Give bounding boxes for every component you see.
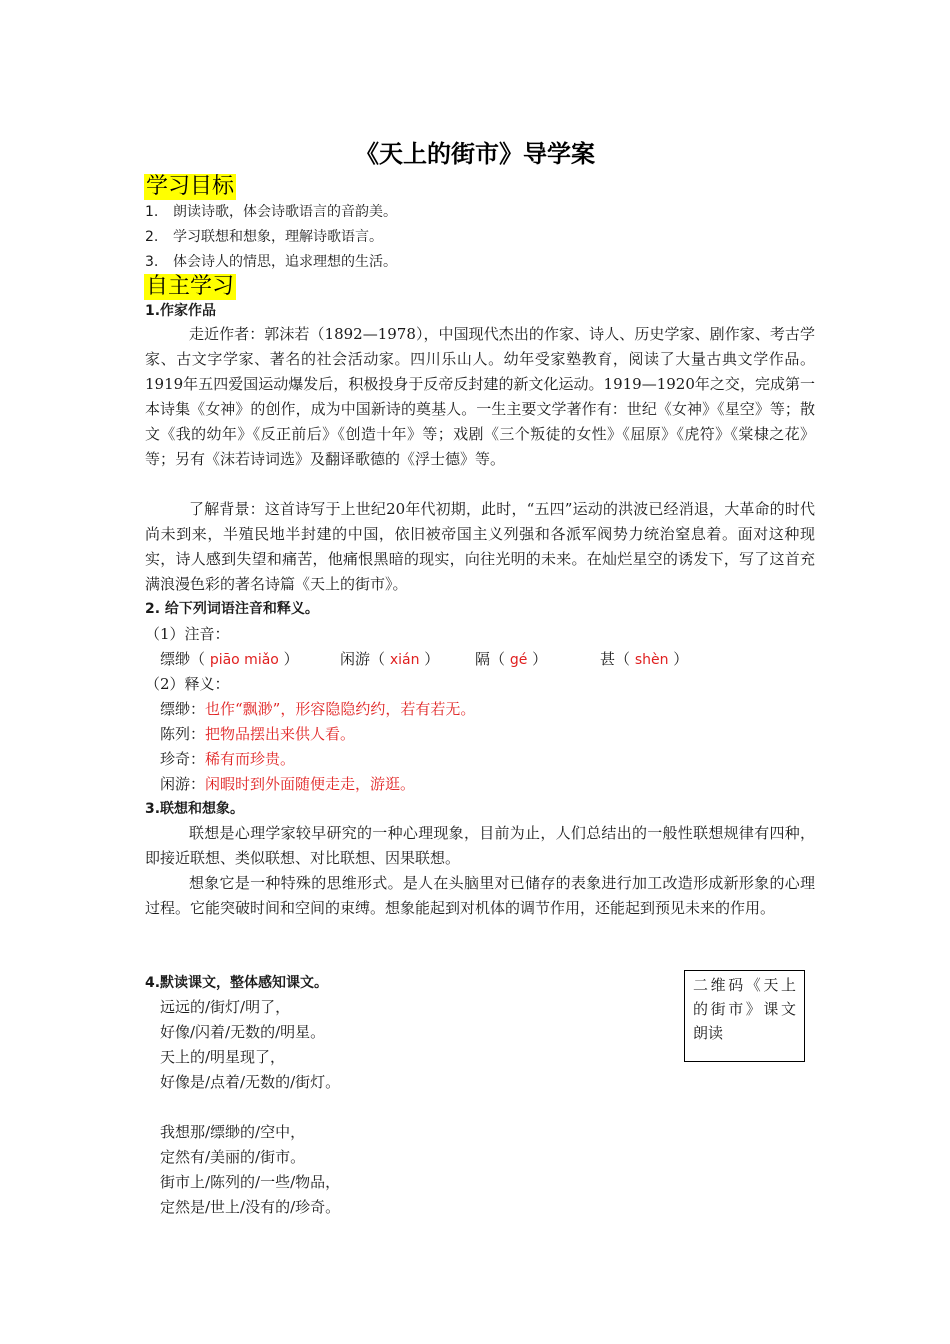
pinyin-item	[160, 649, 299, 670]
paren-close: ）	[673, 650, 689, 668]
poem-line: 好像/闪着/无数的/明星。	[160, 1023, 326, 1041]
goal-text: 朗读诗歌，体会诗歌语言的音韵美。	[173, 204, 397, 220]
paren-close: ）	[532, 650, 548, 668]
poem-line: 天上的/明星现了，	[160, 1048, 286, 1066]
pinyin-word: 缥缈	[160, 650, 191, 668]
meaning-word: 珍奇：	[160, 750, 206, 768]
association-paragraph: 联想是心理学家较早研究的一种心理现象，目前为止，人们总结出的一般性联想规律有四种，即接近联想、类似联想、对比联想、因果联想。	[145, 824, 815, 867]
meaning-word: 缥缈：	[160, 700, 206, 718]
pinyin-item	[600, 649, 688, 670]
meaning-answer: 把物品摆出来供人看。	[205, 725, 356, 743]
goals-heading	[144, 174, 236, 200]
goal-text: 体会诗人的情思，追求理想的生活。	[173, 254, 397, 270]
paren-open: （	[490, 650, 506, 668]
goal-item	[145, 227, 383, 247]
section-4-heading: 4.默读课文，整体感知课文。	[145, 975, 329, 991]
poem-line: 远远的/街灯/明了，	[160, 998, 291, 1016]
pinyin-item	[475, 649, 547, 670]
pinyin-answer: shèn	[634, 652, 669, 668]
self-study-heading	[144, 274, 236, 300]
meaning-label: （2）释义：	[145, 675, 230, 693]
poem-line: 街市上/陈列的/一些/物品，	[160, 1173, 341, 1191]
meaning-word: 闲游：	[160, 775, 206, 793]
meaning-answer: 稀有而珍贵。	[205, 750, 296, 768]
qr-code-note: 二维码《天上的街市》课文朗读	[684, 970, 805, 1062]
poem-line: 好像是/点着/无数的/街灯。	[160, 1073, 341, 1091]
paren-close: ）	[283, 650, 299, 668]
pinyin-answer: xián	[389, 652, 420, 668]
goal-num: 3.	[145, 254, 159, 270]
meaning-item	[160, 749, 295, 769]
pinyin-word: 闲游	[340, 650, 371, 668]
page-title: 《天上的街市》导学案	[355, 140, 595, 168]
poem-line: 我想那/缥缈的/空中，	[160, 1123, 306, 1141]
pinyin-item	[340, 649, 439, 670]
author-paragraph: 走近作者：郭沫若（1892—1978），中国现代杰出的作家、诗人、历史学家、剧作家、考古学家、古文字学家、著名的社会活动家。四川乐山人。幼年受家塾教育，阅读了大量古典文学作品。1919年五四爱国运动爆发后，积极投身于反帝反封建的新文化运动。1919—1920年之交，完成第一本诗集《女神》的创作，成为中国新诗的奠基人。一生主要文学著作有：世纪《女神》《星空》等；散文《我的幼年》《反正前后》《创造十年》等；戏剧《三个叛徒的女性》《屈原》《虎符》《棠棣之花》等；另有《沫若诗词选》及翻译歌德的《浮士德》等。	[145, 325, 815, 468]
paren-close: ）	[424, 650, 440, 668]
meaning-word: 陈列：	[160, 725, 206, 743]
goal-num: 1.	[145, 204, 159, 220]
goal-num: 2.	[145, 229, 159, 245]
poem-line: 定然有/美丽的/街市。	[160, 1148, 306, 1166]
goal-text: 学习联想和想象，理解诗歌语言。	[173, 229, 383, 245]
paren-open: （	[615, 650, 631, 668]
meaning-answer: 闲暇时到外面随便走走，游逛。	[205, 775, 416, 793]
section-1-heading: 1.作家作品	[145, 303, 217, 319]
meaning-answer: 也作“飘渺”，形容隐隐约约，若有若无。	[205, 700, 476, 718]
imagination-paragraph: 想象它是一种特殊的思维形式。是人在头脑里对已储存的表象进行加工改造形成新形象的心理过程。它能突破时间和空间的束缚。想象能起到对机体的调节作用，还能起到预见未来的作用。	[145, 874, 815, 917]
pinyin-answer: gé	[509, 652, 528, 668]
paren-open: （	[190, 650, 206, 668]
pinyin-word: 甚	[600, 650, 616, 668]
meaning-item	[160, 724, 355, 744]
pinyin-label: （1）注音：	[145, 625, 230, 643]
self-study-heading-text: 自主学习	[146, 274, 235, 299]
meaning-item	[160, 699, 475, 719]
goal-item	[145, 202, 397, 222]
pinyin-word: 隔	[475, 650, 491, 668]
goals-heading-text: 学习目标	[146, 174, 235, 199]
paren-open: （	[370, 650, 386, 668]
poem-line: 定然是/世上/没有的/珍奇。	[160, 1198, 341, 1216]
section-3-heading: 3.联想和想象。	[145, 801, 245, 817]
goal-item	[145, 252, 397, 272]
meaning-item	[160, 774, 415, 794]
pinyin-answer: piāo miǎo	[209, 652, 279, 668]
background-paragraph: 了解背景：这首诗写于上世纪20年代初期，此时，“五四”运动的洪波已经消退，大革命的时代尚未到来，半殖民地半封建的中国，依旧被帝国主义列强和各派军阀势力统治窒息着。面对这种现实，诗人感到失望和痛苦，他痛恨黑暗的现实，向往光明的未来。在灿烂星空的诱发下，写了这首充满浪漫色彩的著名诗篇《天上的街市》。	[145, 500, 815, 593]
section-2-heading: 2. 给下列词语注音和释义。	[145, 601, 319, 617]
